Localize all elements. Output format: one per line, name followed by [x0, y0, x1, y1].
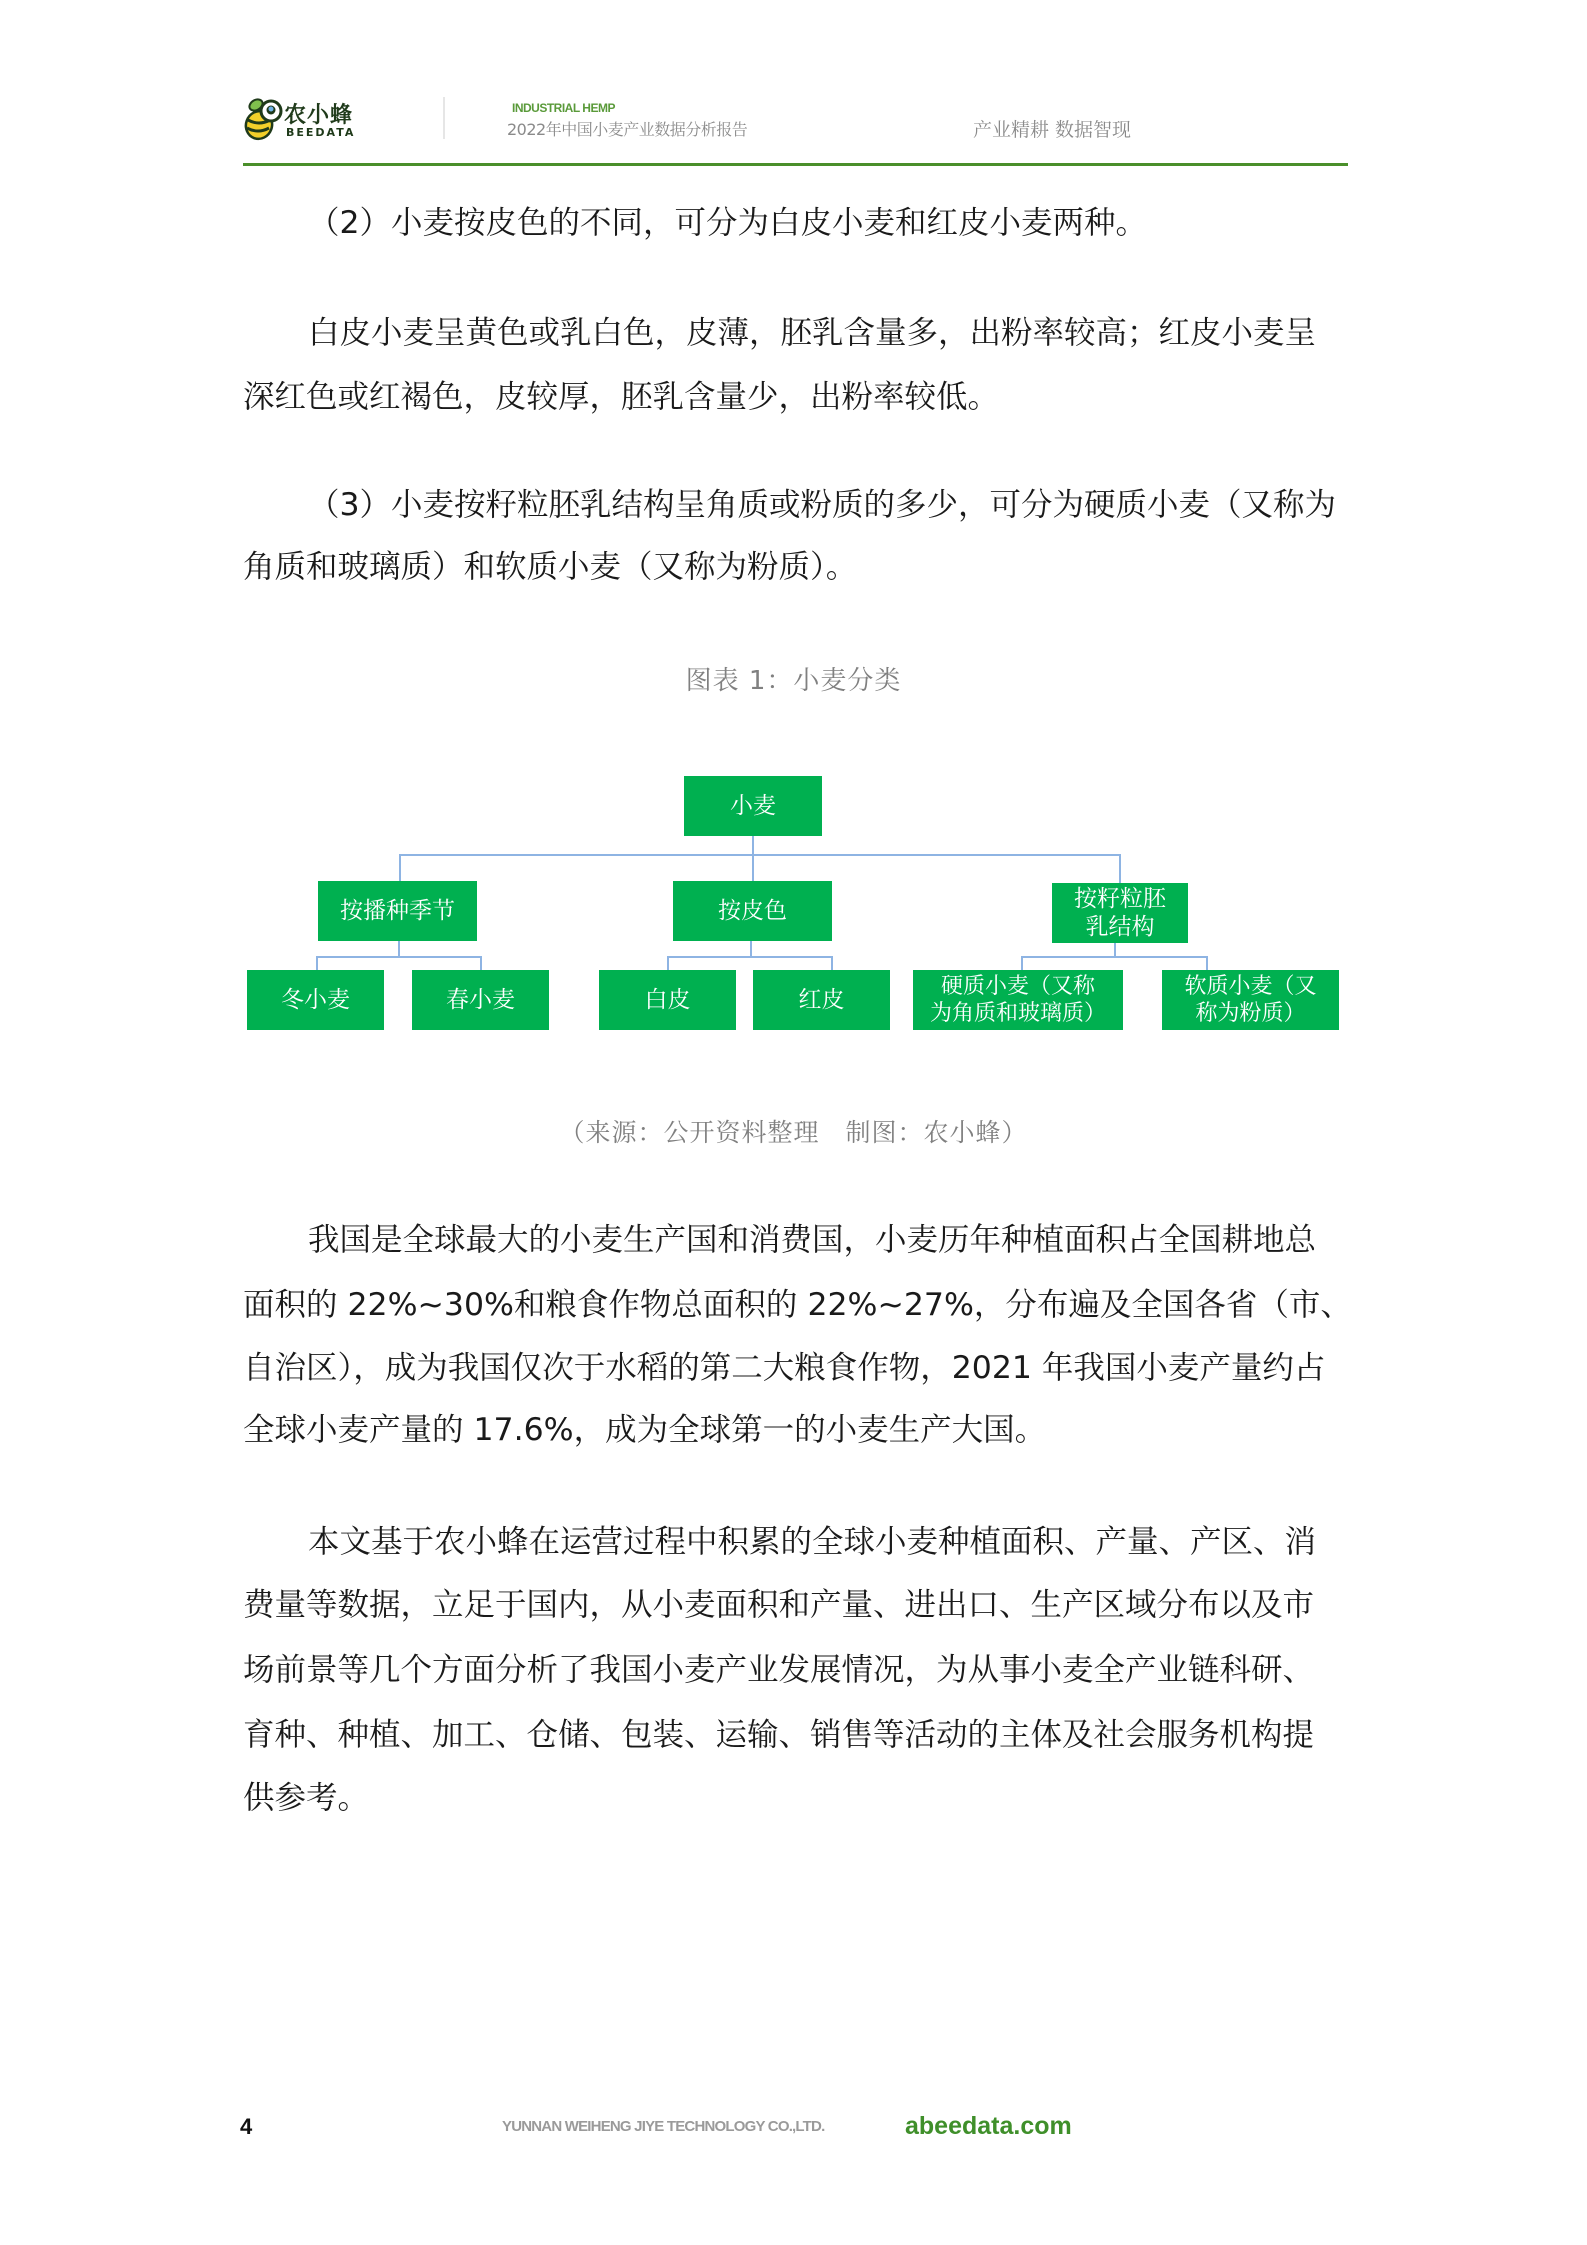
- node-label-line: 按籽粒胚: [1074, 886, 1166, 912]
- connector-structure-down: [1114, 943, 1116, 957]
- node-hard-wheat: [913, 970, 1123, 1030]
- connector-season-horizontal: [316, 956, 482, 958]
- text-line: （2）小麦按皮色的不同，可分为白皮小麦和红皮小麦两种。: [308, 205, 1148, 241]
- connector-to-hard: [1021, 956, 1023, 970]
- connector-to-structure: [1119, 854, 1121, 883]
- node-label: 春小麦: [446, 987, 515, 1013]
- connector-to-spring: [480, 956, 482, 970]
- header-eyebrow: INDUSTRIAL HEMP: [512, 101, 615, 115]
- node-by-sowing-season: [318, 881, 477, 941]
- header-slogan: 产业精耕 数据智现: [973, 119, 1132, 141]
- header-rule: [243, 163, 1348, 166]
- text-line: 角质和玻璃质）和软质小麦（又称为粉质）。: [243, 549, 858, 585]
- text-line: 全球小麦产量的 17.6%，成为全球第一的小麦生产大国。: [243, 1412, 1047, 1448]
- text-line: 面积的 22%~30%和粮食作物总面积的 22%~27%，分布遍及全国各省（市、: [243, 1287, 1352, 1323]
- connector-structure-horizontal: [1021, 956, 1208, 958]
- connector-root-down: [752, 836, 754, 881]
- connector-to-white: [667, 956, 669, 970]
- connector-to-soft: [1206, 956, 1208, 970]
- text-line: 自治区），成为我国仅次于水稻的第二大粮食作物，2021 年我国小麦产量约占: [243, 1350, 1326, 1386]
- connector-to-winter: [316, 956, 318, 970]
- text-line: 供参考。: [243, 1780, 370, 1816]
- text-line: 深红色或红褐色，皮较厚，胚乳含量少，出粉率较低。: [243, 379, 1000, 415]
- bee-logo-icon: [242, 96, 284, 142]
- logo-chinese-name: 农小蜂: [284, 103, 354, 128]
- text-line: 白皮小麦呈黄色或乳白色，皮薄，胚乳含量多，出粉率较高；红皮小麦呈: [308, 315, 1317, 351]
- text-line: 我国是全球最大的小麦生产国和消费国，小麦历年种植面积占全国耕地总: [308, 1222, 1317, 1258]
- header-divider: [443, 97, 445, 139]
- node-white-skin: [599, 970, 736, 1030]
- node-spring-wheat: [412, 970, 549, 1030]
- logo-english-name: BEEDATA: [286, 126, 356, 139]
- connector-season-down: [398, 941, 400, 957]
- footer-website-link[interactable]: abeedata.com: [905, 2112, 1072, 2140]
- node-label: 按皮色: [718, 898, 787, 924]
- text-line: 场前景等几个方面分析了我国小麦产业发展情况，为从事小麦全产业链科研、: [243, 1652, 1315, 1688]
- node-by-skin-color: [673, 881, 832, 941]
- node-label-line: 乳结构: [1085, 914, 1155, 940]
- node-soft-wheat: [1162, 970, 1339, 1030]
- node-winter-wheat: [247, 970, 384, 1030]
- node-label: 红皮: [798, 987, 845, 1013]
- report-title: 2022年中国小麦产业数据分析报告: [507, 120, 748, 139]
- text-line: 费量等数据，立足于国内，从小麦面积和产量、进出口、生产区域分布以及市: [243, 1587, 1315, 1623]
- text-line: 本文基于农小蜂在运营过程中积累的全球小麦种植面积、产量、产区、消: [308, 1524, 1317, 1560]
- text-line: （3）小麦按籽粒胚乳结构呈角质或粉质的多少，可分为硬质小麦（又称为: [308, 487, 1337, 523]
- figure-source: （来源：公开资料整理 制图：农小蜂）: [559, 1118, 1028, 1147]
- node-by-endosperm-structure: [1052, 883, 1188, 943]
- node-label: 小麦: [730, 793, 776, 819]
- connector-to-red: [831, 956, 833, 970]
- node-red-skin: [753, 970, 890, 1030]
- node-label-line: 硬质小麦（又称: [940, 974, 1095, 999]
- page-number: 4: [240, 2114, 253, 2139]
- figure-caption: 图表 1：小麦分类: [685, 666, 902, 696]
- footer-company: YUNNAN WEIHENG JIYE TECHNOLOGY CO.,LTD.: [502, 2118, 825, 2135]
- node-label-line: 称为粉质）: [1195, 1001, 1306, 1026]
- connector-level1-horizontal: [399, 854, 1121, 856]
- text-line: 育种、种植、加工、仓储、包装、运输、销售等活动的主体及社会服务机构提: [243, 1717, 1315, 1753]
- connector-color-down: [750, 941, 752, 957]
- node-label: 冬小麦: [281, 987, 350, 1013]
- node-label: 白皮: [644, 987, 691, 1013]
- node-wheat-root: [684, 776, 822, 836]
- connector-to-season: [399, 854, 401, 881]
- connector-color-horizontal: [667, 956, 833, 958]
- node-label-line: 为角质和玻璃质）: [929, 1001, 1106, 1026]
- node-label-line: 软质小麦（又: [1184, 974, 1317, 999]
- node-label: 按播种季节: [340, 898, 455, 924]
